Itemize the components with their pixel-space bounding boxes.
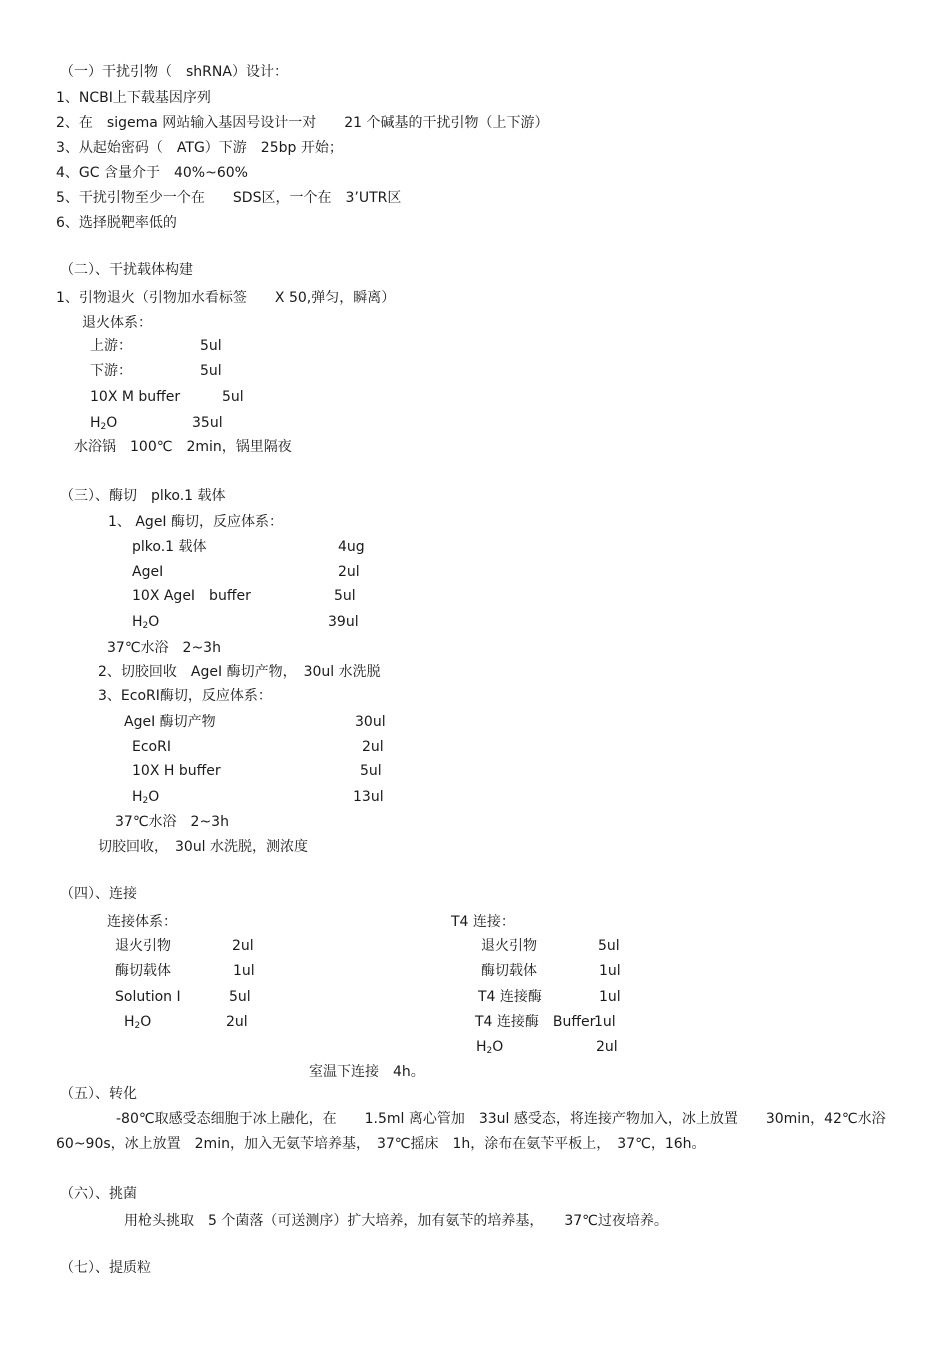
s4-right-row-name: 酶切载体: [481, 963, 537, 979]
s2-row-value: 5ul: [222, 389, 244, 405]
s4-right-row-value: 1ul: [599, 963, 621, 979]
section-4-title: （四）、连接: [60, 886, 137, 902]
s1-item-6: 6、选择脱靶率低的: [56, 215, 177, 231]
s4-right-row-name: T4 连接酶 Buffer: [475, 1014, 596, 1030]
s3-condition-3: 37℃水浴 2~3h: [115, 814, 229, 830]
s6-paragraph: 用枪头挑取 5 个菌落（可送测序）扩大培养，加有氨苄的培养基， 37℃过夜培养。: [124, 1213, 668, 1229]
s3-row-value: 2ul: [338, 564, 360, 580]
s3-row-name: 10X AgeI buffer: [132, 588, 251, 604]
s2-water-value: 35ul: [192, 415, 223, 431]
s2-row-value: 5ul: [200, 338, 222, 354]
s4-right-water-value: 2ul: [596, 1039, 618, 1055]
s3-water-value: 39ul: [328, 614, 359, 630]
section-2-title: （二）、干扰载体构建: [60, 262, 193, 278]
s3-water-name: $H_2O$: [132, 614, 160, 631]
section-3-title: （三）、酶切 plko.1 载体: [60, 488, 226, 504]
s3-row-value: 5ul: [360, 763, 382, 779]
s2-note: 水浴锅 100℃ 2min，锅里隔夜: [74, 439, 292, 455]
s4-note: 室温下连接 4h。: [309, 1064, 425, 1080]
s4-right-row-name: T4 连接酶: [478, 989, 542, 1005]
s3-row-value: 4ug: [338, 539, 365, 555]
s2-row-name: 10X M buffer: [90, 389, 181, 405]
section-1-title: （一）干扰引物（ shRNA）设计：: [60, 64, 288, 80]
s4-left-label: 连接体系：: [107, 914, 177, 930]
s2-row-name: 下游：: [90, 363, 132, 379]
s3-row-name: plko.1 载体: [132, 539, 207, 555]
s1-item-5: 5、干扰引物至少一个在 SDS区，一个在 3’UTR区: [56, 190, 402, 206]
s4-right-row-value: 1ul: [599, 989, 621, 1005]
s1-item-3: 3、从起始密码（ ATG）下游 25bp 开始；: [56, 140, 343, 156]
s3-water-value: 13ul: [353, 789, 384, 805]
s3-row-name: AgeI: [132, 564, 164, 580]
s5-paragraph: -80℃取感受态细胞于冰上融化，在 1.5ml 离心管加 33ul 感受态，将连接产物加入，冰上放置 30min，42℃水浴 60~90s，冰上放置 2min，加入无氨苄培养基， 37℃摇床 1h，涂布在氨苄平板上， 37℃，16h。: [56, 1111, 886, 1152]
s3-row-value: 5ul: [334, 588, 356, 604]
s3-row-name: 10X H buffer: [132, 763, 221, 779]
s4-left-row-value: 1ul: [233, 963, 255, 979]
section-6-title: （六）、挑菌: [60, 1186, 137, 1202]
s4-left-row-name: 酶切载体: [115, 963, 171, 979]
s1-item-2: 2、在 sigema 网站输入基因号设计一对 21 个碱基的干扰引物（上下游）: [56, 115, 549, 131]
s2-row-name: 上游：: [90, 338, 132, 354]
s3-step-1: 1、 AgeI 酶切，反应体系：: [108, 514, 284, 530]
s1-item-4: 4、GC 含量介于 40%~60%: [56, 165, 248, 181]
s4-right-label: T4 连接：: [451, 914, 515, 930]
section-7-title: （七）、提质粒: [60, 1260, 151, 1276]
s4-left-row-name: 退火引物: [115, 938, 171, 954]
s2-step-1: 1、引物退火（引物加水看标签 X 50,弹匀，瞬离）: [56, 290, 396, 306]
s4-left-water-value: 2ul: [226, 1014, 248, 1030]
s1-item-1: 1、NCBI上下载基因序列: [56, 90, 211, 106]
s4-right-water-name: $H_2O$: [476, 1039, 504, 1056]
s2-row-value: 5ul: [200, 363, 222, 379]
s4-left-row-value: 2ul: [232, 938, 254, 954]
s3-water-name: $H_2O$: [132, 789, 160, 806]
s4-left-row-name: Solution I: [115, 989, 181, 1005]
s3-row-name: AgeI 酶切产物: [124, 714, 216, 730]
s3-row-name: EcoRI: [132, 739, 171, 755]
section-5-title: （五）、转化: [60, 1086, 137, 1102]
s4-left-water-name: $H_2O$: [124, 1014, 152, 1031]
s2-system-label: 退火体系：: [82, 315, 152, 331]
s2-water-name: $H_2O$: [90, 415, 118, 432]
s3-final: 切胶回收， 30ul 水洗脱，测浓度: [98, 839, 309, 855]
s3-row-value: 30ul: [355, 714, 386, 730]
s4-right-row-value: 5ul: [598, 938, 620, 954]
s4-left-row-value: 5ul: [229, 989, 251, 1005]
s4-right-row-name: 退火引物: [481, 938, 537, 954]
s3-row-value: 2ul: [362, 739, 384, 755]
s3-condition-1: 37℃水浴 2~3h: [107, 640, 221, 656]
s4-right-row-value: 1ul: [594, 1014, 616, 1030]
s3-step-2: 2、切胶回收 AgeI 酶切产物， 30ul 水洗脱: [98, 664, 381, 680]
s3-step-3: 3、EcoRI酶切，反应体系：: [98, 688, 272, 704]
